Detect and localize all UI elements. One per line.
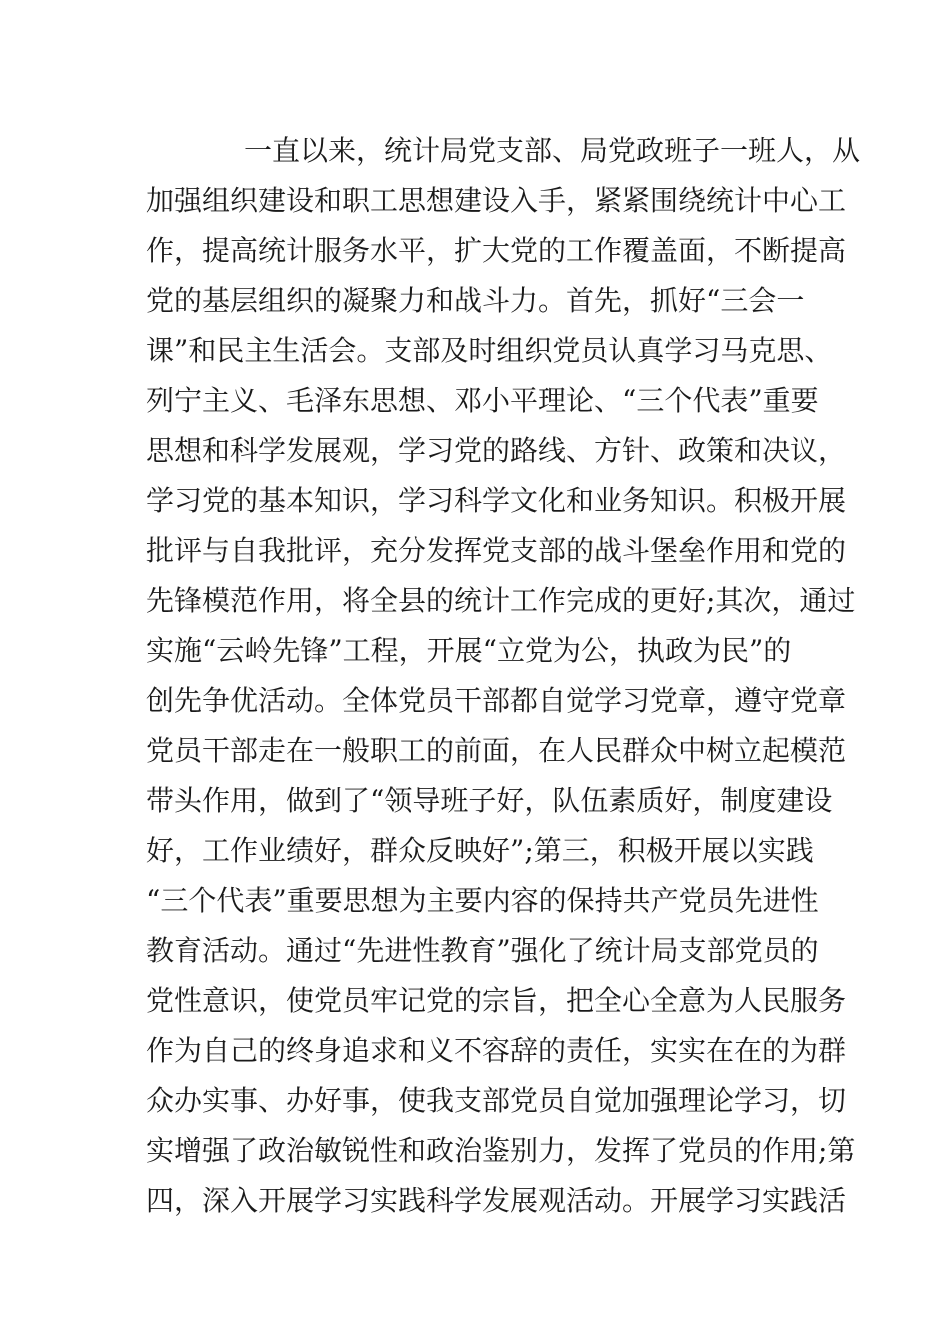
paragraph-line: 党性意识，使党员牢记党的宗旨，把全心全意为人民服务 [146,984,847,1017]
paragraph-line: 党员干部走在一般职工的前面，在人民群众中树立起模范 [146,734,847,767]
body-paragraph [146,126,861,1226]
paragraph-line: 思想和科学发展观，学习党的路线、方针、政策和决议， [146,434,847,467]
paragraph-line: 列宁主义、毛泽东思想、邓小平理论、“三个代表”重要 [146,384,819,417]
paragraph-line: 课”和民主生活会。支部及时组织党员认真学习马克思、 [146,334,833,367]
paragraph-line: 创先争优活动。全体党员干部都自觉学习党章，遵守党章 [146,684,847,717]
paragraph-line: 实施“云岭先锋”工程，开展“立党为公，执政为民”的 [146,634,792,667]
paragraph-line: 实增强了政治敏锐性和政治鉴别力，发挥了党员的作用;第 [146,1134,856,1167]
paragraph-line: 作，提高统计服务水平，扩大党的工作覆盖面，不断提高 [146,234,847,267]
paragraph-line: 一直以来，统计局党支部、局党政班子一班人，从 [244,134,861,167]
paragraph-line: 批评与自我批评，充分发挥党支部的战斗堡垒作用和党的 [146,534,847,567]
paragraph-line: 先锋模范作用，将全县的统计工作完成的更好;其次，通过 [146,584,856,617]
paragraph-line: “三个代表”重要思想为主要内容的保持共产党员先进性 [146,884,819,917]
paragraph-line: 学习党的基本知识，学习科学文化和业务知识。积极开展 [146,484,847,517]
paragraph-line: 作为自己的终身追求和义不容辞的责任，实实在在的为群 [146,1034,847,1067]
paragraph-line: 教育活动。通过“先进性教育”强化了统计局支部党员的 [146,934,819,967]
paragraph-line: 加强组织建设和职工思想建设入手，紧紧围绕统计中心工 [146,184,847,217]
paragraph-line: 带头作用，做到了“领导班子好，队伍素质好，制度建设 [146,784,833,817]
paragraph-line: 四，深入开展学习实践科学发展观活动。开展学习实践活 [146,1184,847,1217]
paragraph-line: 众办实事、办好事，使我支部党员自觉加强理论学习，切 [146,1084,847,1117]
paragraph-line: 党的基层组织的凝聚力和战斗力。首先，抓好“三会一 [146,284,805,317]
paragraph-line: 好，工作业绩好，群众反映好”;第三，积极开展以实践 [146,834,814,867]
